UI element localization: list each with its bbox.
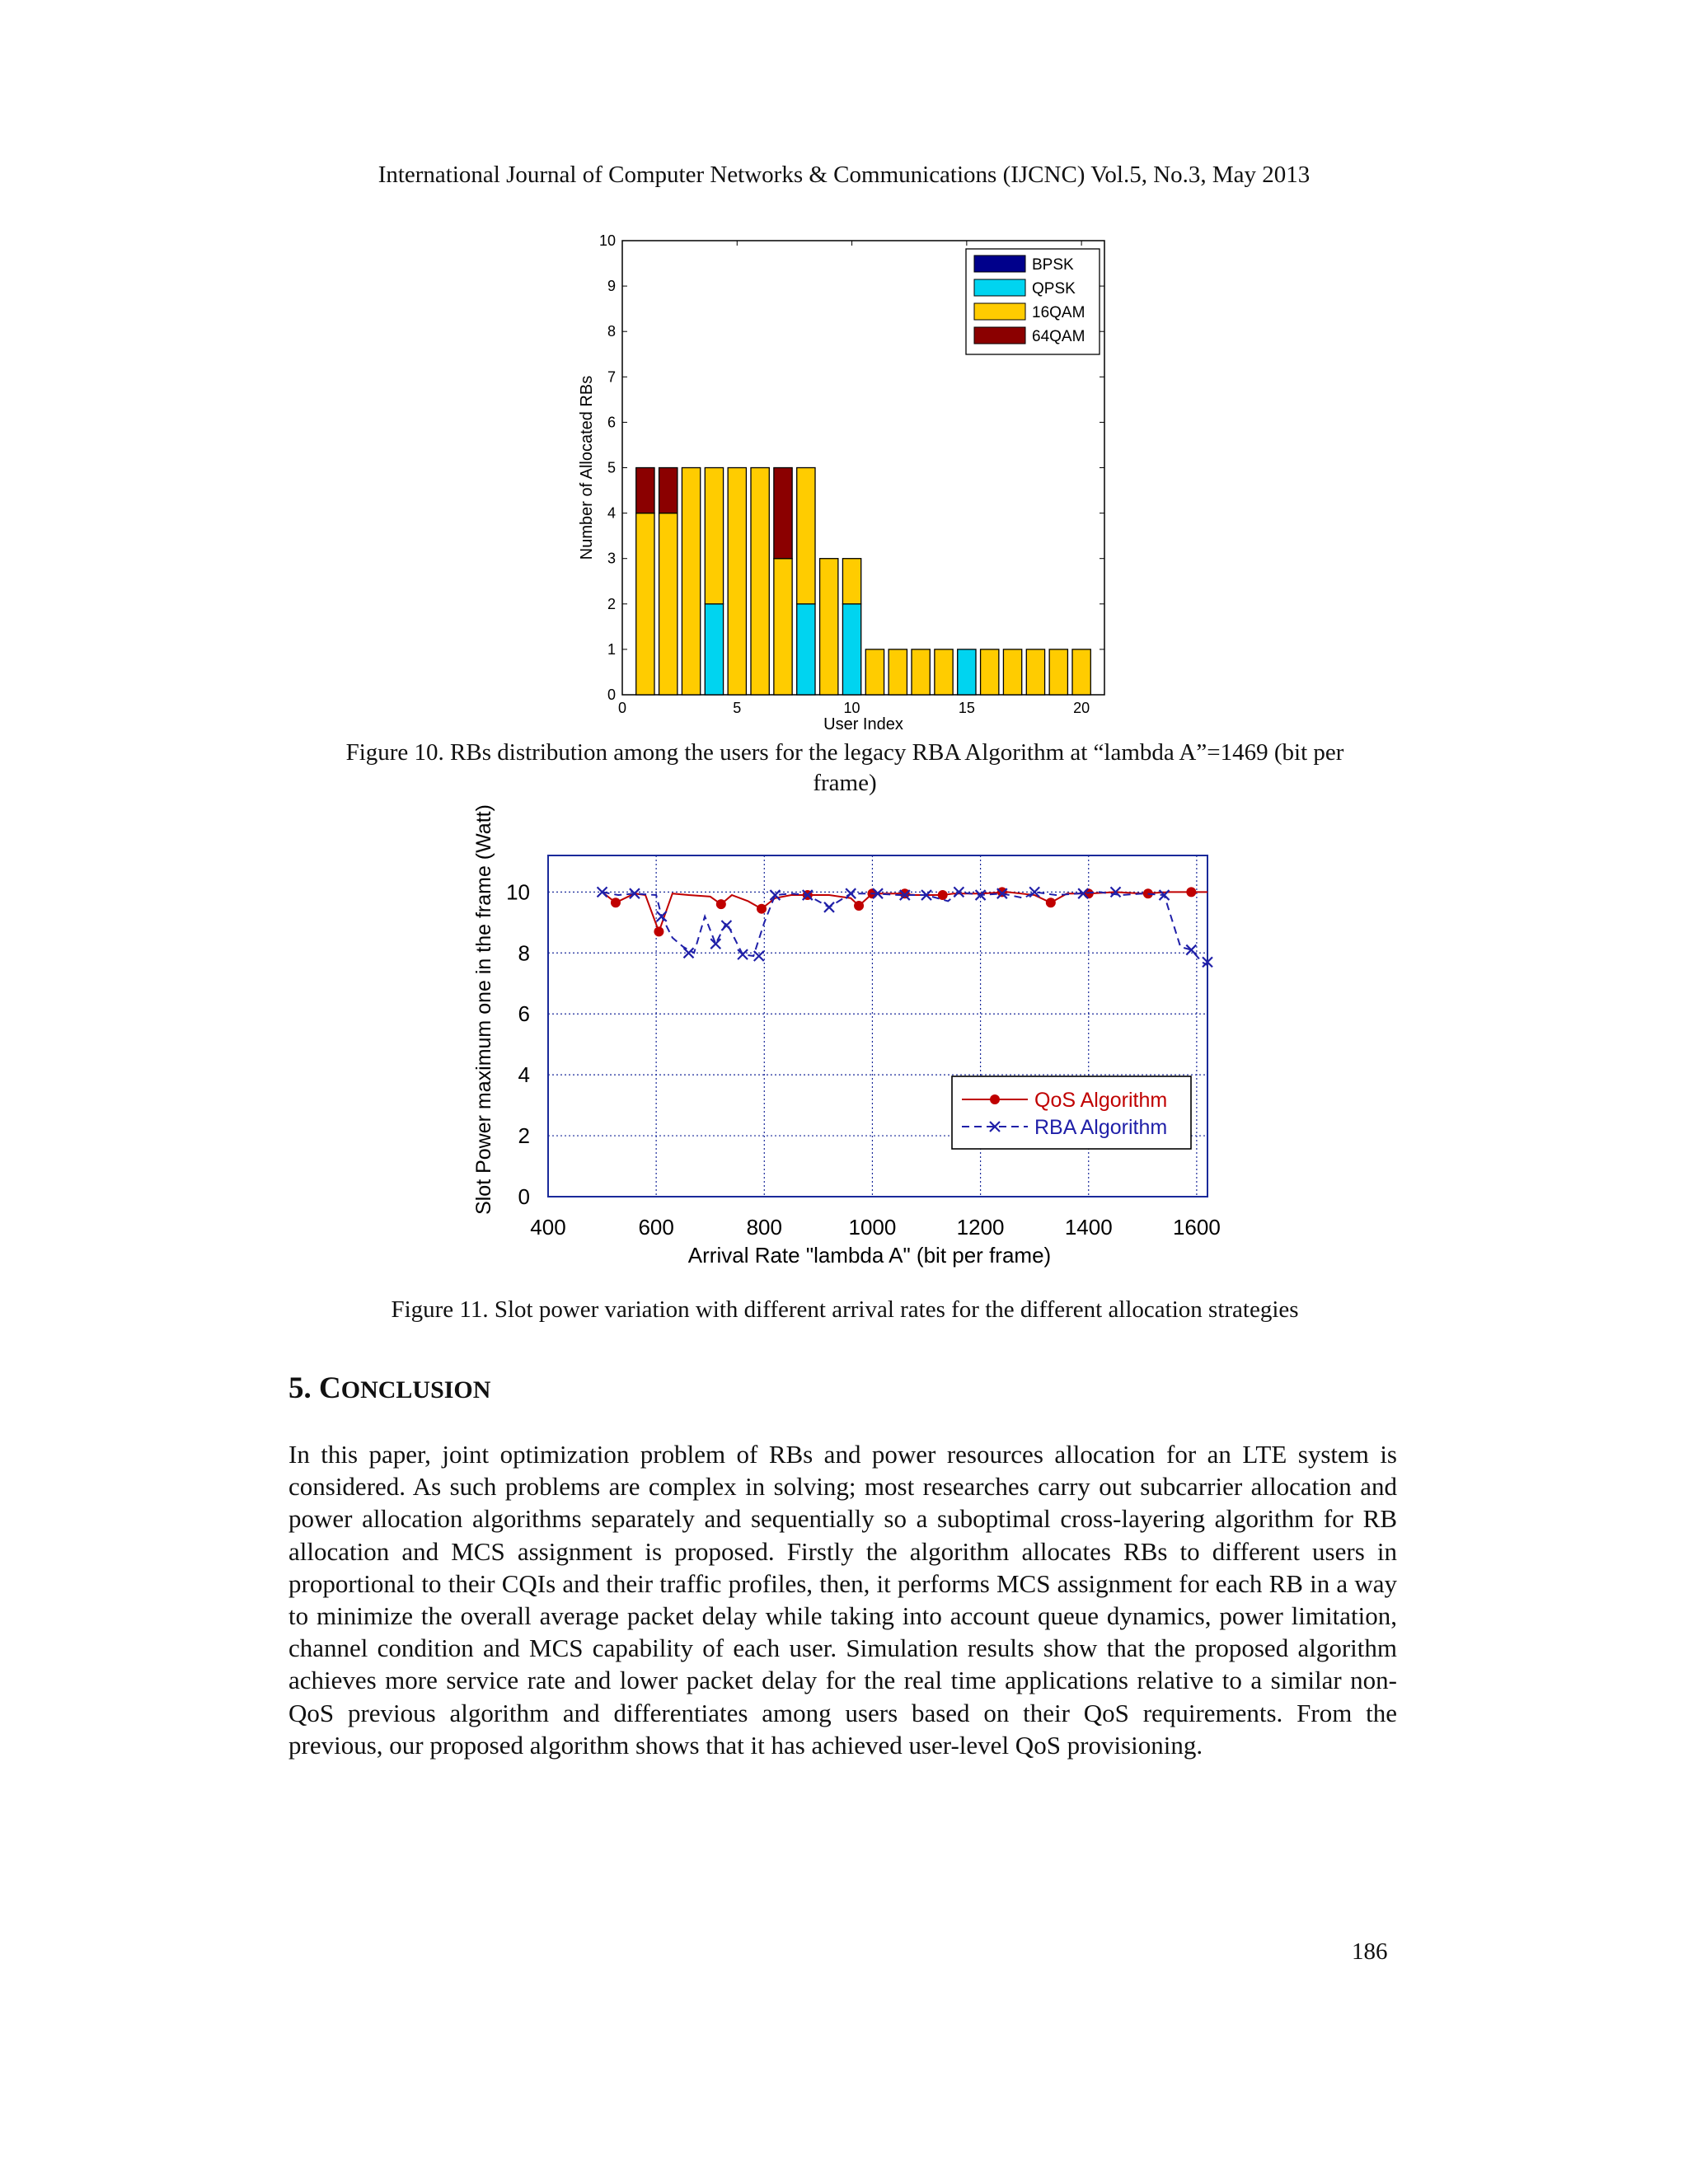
figure-10-chart [569, 231, 1121, 733]
data-point-qos [900, 888, 910, 898]
x-tick-label: 1600 [1172, 1215, 1221, 1240]
x-tick-label: 1400 [1064, 1215, 1113, 1240]
y-tick-label: 7 [607, 368, 616, 386]
x-tick-label: 20 [1073, 700, 1090, 716]
data-point-qos [611, 898, 621, 907]
y-tick-label: 9 [607, 278, 616, 295]
page-number: 186 [1352, 1938, 1388, 1965]
bar-segment-16qam [774, 559, 792, 695]
legend-marker [990, 1094, 1000, 1104]
legend-swatch [974, 279, 1025, 296]
bar-segment-64qam [636, 468, 654, 513]
y-tick-label: 6 [607, 414, 616, 431]
data-point-qos [757, 904, 767, 914]
y-tick-label: 4 [518, 1062, 530, 1088]
y-tick-label: 8 [607, 323, 616, 340]
bar-segment-16qam [636, 513, 654, 695]
bar-segment-16qam [889, 649, 907, 695]
bar-segment-qpsk [705, 604, 723, 695]
y-tick-label: 8 [518, 940, 530, 966]
data-point-qos [997, 887, 1007, 897]
section-heading [288, 1371, 490, 1406]
x-tick-label: 1000 [848, 1215, 897, 1240]
bar-segment-16qam [705, 468, 723, 604]
journal-header: International Journal of Computer Networks & Communications (IJCNC) Vol.5, No.3, May 2013 [377, 162, 1311, 188]
x-axis-label: User Index [823, 715, 903, 733]
y-axis-label: Number of Allocated RBs [578, 375, 596, 560]
legend-label: BPSK [1032, 256, 1074, 274]
bar-segment-qpsk [958, 649, 976, 695]
x-tick-label: 600 [638, 1215, 674, 1240]
section-title-rest: ONCLUSION [340, 1376, 491, 1404]
x-tick-label: 10 [843, 700, 860, 716]
y-tick-label: 3 [607, 550, 616, 567]
bar-segment-16qam [751, 468, 769, 696]
bar-segment-16qam [797, 468, 815, 604]
y-tick-label: 10 [506, 879, 530, 905]
y-tick-label: 0 [607, 687, 616, 703]
bar-segment-16qam [1026, 649, 1044, 695]
bar-segment-64qam [774, 468, 792, 559]
legend-swatch [974, 327, 1025, 344]
legend-label: 64QAM [1032, 328, 1085, 345]
x-tick-label: 1200 [956, 1215, 1005, 1240]
x-tick-label: 800 [746, 1215, 782, 1240]
y-axis-label: Slot Power maximum one in the frame (Watt) [472, 804, 495, 1215]
legend-label: QPSK [1032, 280, 1076, 298]
legend-swatch [974, 255, 1025, 272]
y-tick-label: 4 [607, 504, 616, 522]
data-point-qos [854, 901, 864, 911]
figure-11-chart [466, 791, 1224, 1269]
bar-segment-16qam [912, 649, 930, 695]
legend-label: 16QAM [1032, 304, 1085, 321]
bar-segment-16qam [865, 649, 884, 695]
y-tick-label: 1 [607, 640, 616, 658]
bar-segment-16qam [820, 559, 838, 695]
bar-segment-16qam [728, 468, 746, 696]
x-tick-label: 0 [617, 700, 627, 716]
y-tick-label: 0 [518, 1184, 530, 1209]
bar-segment-64qam [659, 468, 678, 513]
x-tick-label: 400 [530, 1215, 566, 1240]
bar-segment-16qam [981, 649, 999, 695]
y-tick-label: 6 [518, 1001, 530, 1027]
conclusion-paragraph: In this paper, joint optimization problem of RBs and power resources allocation for an LTE system is considered. As such problems are complex in solving; most researches carry out subcarrier allocation and power allocation algorithms separately and sequentially so a suboptimal cross-layering algorithm for RB allocation and MCS assignment is proposed. Firstly the algorithm allocates RBs to different users in proportional to their CQIs and their traffic profiles, then, it performs MCS assignment for each RB in a way to minimize the overall average packet delay while taking into account queue dynamics, power limitation, channel condition and MCS capability of each user. Simulation results show that the proposed algorithm achieves more service rate and lower packet delay for the real time applications relative to a similar non-QoS previous algorithm and differentiates among users based on their QoS requirements. From the previous, our proposed algorithm shows that it has achieved user-level QoS provisioning. [288, 1440, 1397, 1760]
figure-10-caption-line2: frame) [813, 770, 877, 796]
x-tick-label: 5 [733, 700, 742, 716]
bar-segment-qpsk [842, 604, 860, 695]
bar-segment-16qam [1072, 649, 1090, 695]
y-tick-label: 2 [518, 1123, 530, 1149]
data-point-qos [654, 926, 663, 936]
data-point-qos [1186, 887, 1196, 897]
figure-10-caption-line1: Figure 10. RBs distribution among the users for the legacy RBA Algorithm at “lambda A”=1469 (bit per [345, 739, 1344, 766]
bar-segment-qpsk [797, 604, 815, 695]
x-axis-label: Arrival Rate "lambda A" (bit per frame) [687, 1243, 1052, 1268]
section-number: 5. [288, 1371, 319, 1405]
x-tick-label: 15 [958, 700, 975, 716]
legend-label: RBA Algorithm [1034, 1116, 1168, 1139]
y-tick-label: 10 [598, 232, 616, 249]
bar-segment-16qam [935, 649, 953, 695]
data-point-qos [1046, 898, 1056, 907]
y-tick-label: 5 [607, 459, 616, 476]
y-tick-label: 2 [607, 595, 616, 612]
bar-segment-16qam [682, 468, 700, 696]
bar-segment-16qam [842, 559, 860, 604]
bar-segment-16qam [1003, 649, 1021, 695]
legend-swatch [974, 303, 1025, 320]
bar-segment-16qam [659, 513, 678, 695]
figure-10-caption [288, 738, 1401, 799]
section-title-first: C [319, 1371, 341, 1405]
legend-label: QoS Algorithm [1034, 1089, 1168, 1112]
figure-11-caption: Figure 11. Slot power variation with different arrival rates for the different allocation strategies [391, 1296, 1299, 1323]
bar-segment-16qam [1049, 649, 1067, 695]
data-point-qos [716, 899, 726, 909]
